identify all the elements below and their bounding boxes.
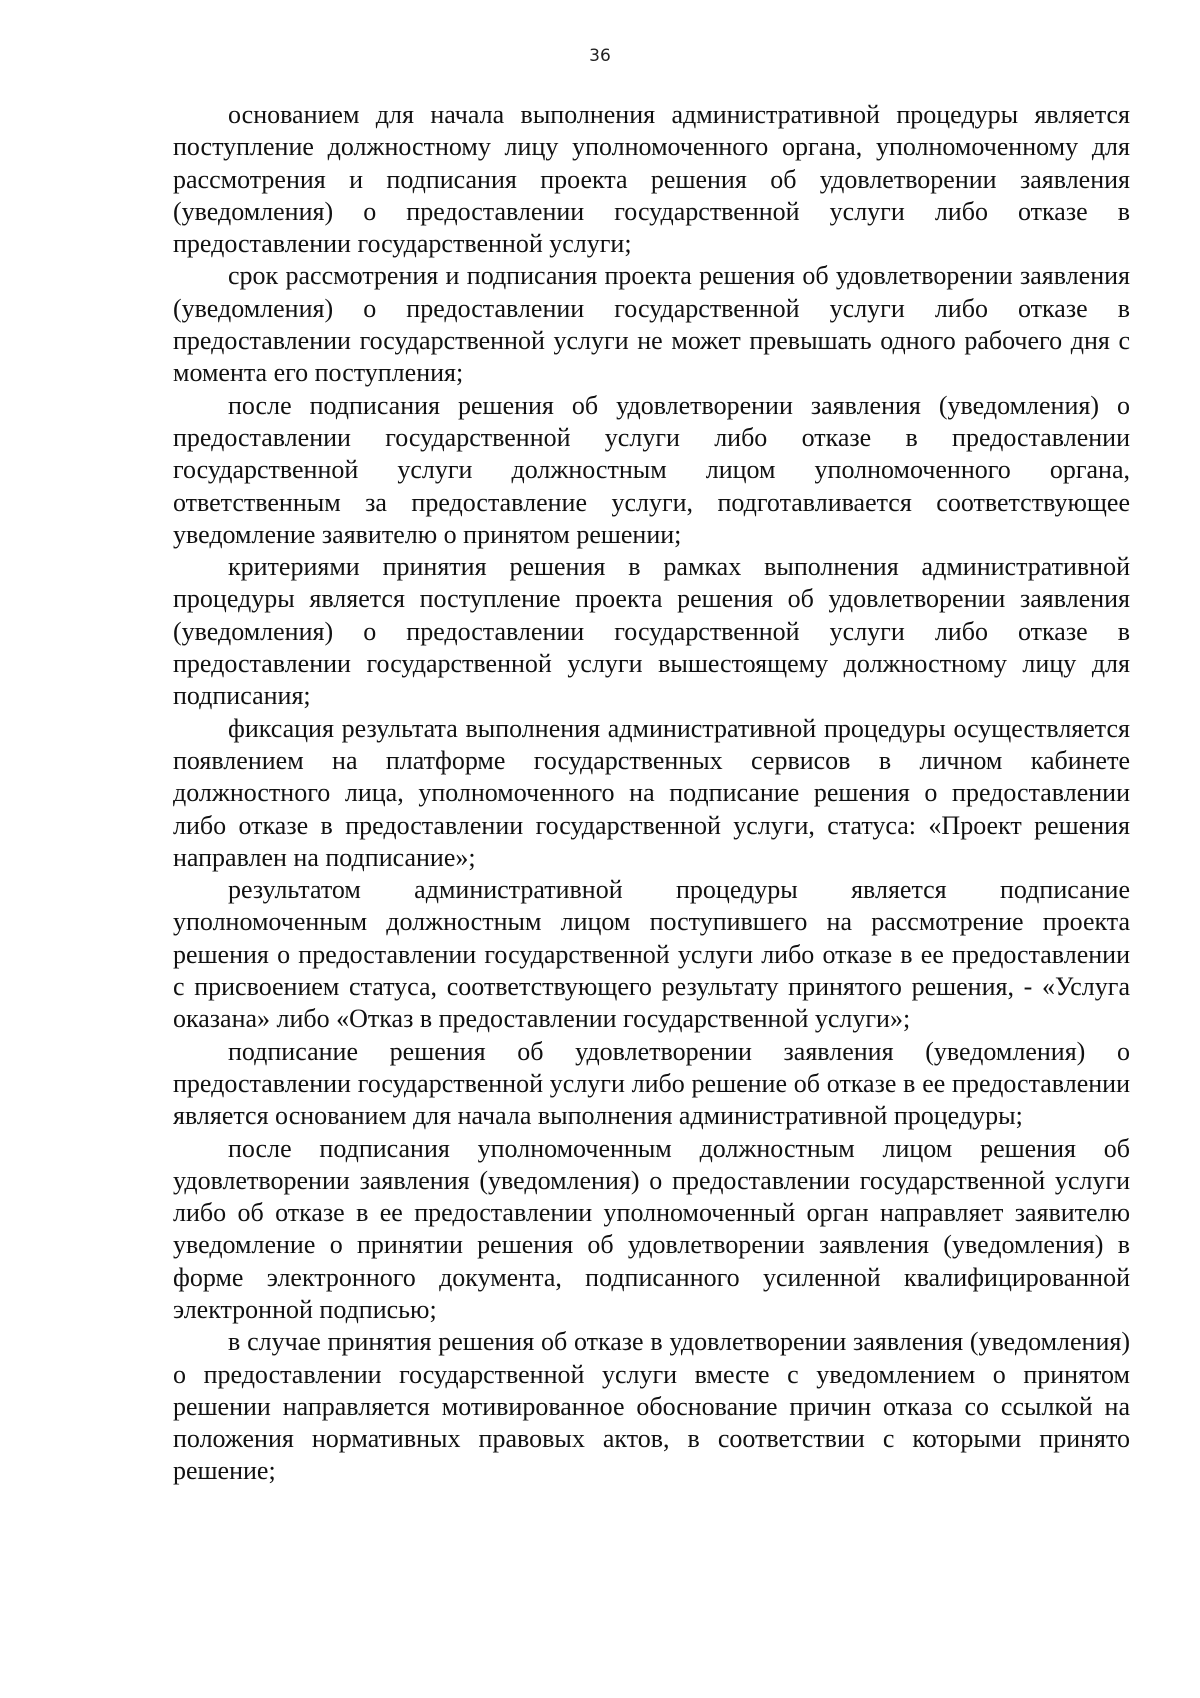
paragraph: подписание решения об удовлетворении заявления (уведомления) о предоставлении государственной услуги либо решение об отказе в ее предоставлении является основанием для начала выполнения административной процедуры; — [173, 1036, 1130, 1131]
page-number: 36 — [589, 46, 611, 66]
paragraph: фиксация результата выполнения административной процедуры осуществляется появлением на платформе государственных сервисов в личном кабинете должностного лица, уполномоченного на подписание решения о предоставлении либо отказе в предоставлении государственной услуги, статуса: «Проект решения направлен на подписание»; — [173, 713, 1130, 872]
paragraph: результатом административной процедуры является подписание уполномоченным должностным лицом поступившего на рассмотрение проекта решения о предоставлении государственной услуги либо отказе в ее предоставлении с присвоением статуса, соответствующего результату принятого решения, - «Услуга оказана» либо «Отказ в предоставлении государственной услуги»; — [173, 875, 1130, 1034]
paragraph: основанием для начала выполнения административной процедуры является поступление должностному лицу уполномоченного органа, уполномоченному для рассмотрения и подписания проекта решения об удовлетворении заявления (уведомления) о предоставлении государственной услуги либо отказе в предоставлении государственной услуги; — [173, 100, 1130, 259]
paragraph: после подписания уполномоченным должностным лицом решения об удовлетворении заявления (уведомления) о предоставлении государственной услуги либо об отказе в ее предоставлении уполномоченный орган направляет заявителю уведомление о принятии решения об удовлетворении заявления (уведомления) в форме электронного документа, подписанного усиленной квалифицированной электронной подписью; — [173, 1133, 1130, 1324]
paragraph: критериями принятия решения в рамках выполнения административной процедуры является поступление проекта решения об удовлетворении заявления (уведомления) о предоставлении государственной услуги либо отказе в предоставлении государственной услуги вышестоящему должностному лицу для подписания; — [173, 552, 1130, 711]
paragraph: в случае принятия решения об отказе в удовлетворении заявления (уведомления) о предоставлении государственной услуги вместе с уведомлением о принятом решении направляется мотивированное обоснование причин отказа со ссылкой на положения нормативных правовых актов, в соответствии с которыми принято решение; — [173, 1327, 1130, 1486]
paragraph: срок рассмотрения и подписания проекта решения об удовлетворении заявления (уведомления) о предоставлении государственной услуги либо отказе в предоставлении государственной услуги не может превышать одного рабочего дня с момента его поступления; — [173, 261, 1130, 388]
document-body — [173, 99, 1130, 1488]
paragraph: после подписания решения об удовлетворении заявления (уведомления) о предоставлении государственной услуги либо отказе в предоставлении государственной услуги должностным лицом уполномоченного органа, ответственным за предоставление услуги, подготавливается соответствующее уведомление заявителю о принятом решении; — [173, 390, 1130, 549]
